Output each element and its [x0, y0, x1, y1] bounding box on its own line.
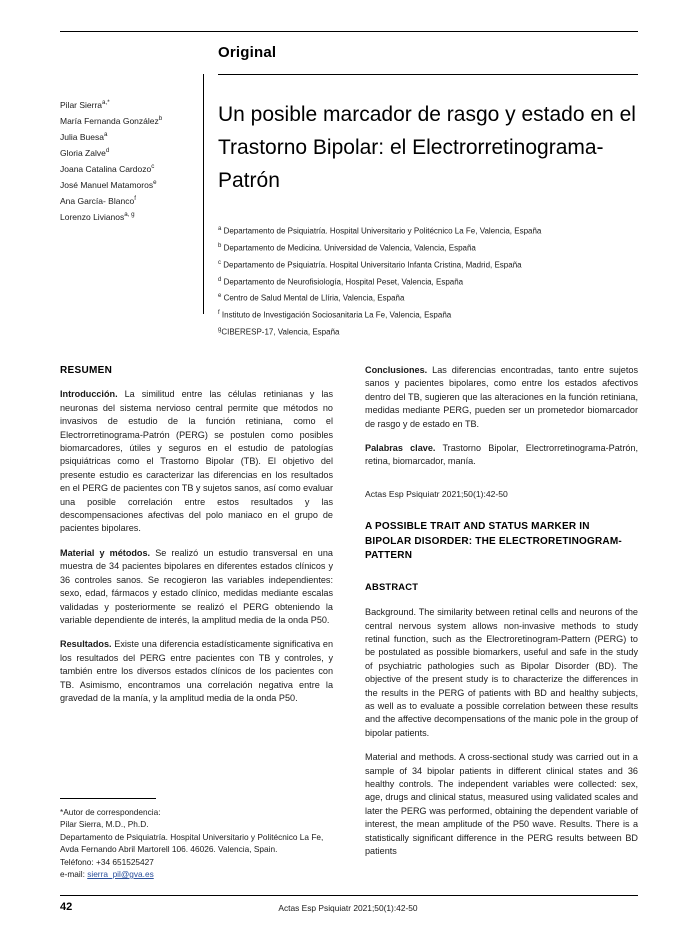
correspondence-dept: Departamento de Psiquiatría. Hospital Universitario y Politécnico La Fe, — [60, 831, 324, 842]
correspondence-label: *Autor de correspondencia: — [60, 807, 161, 817]
english-title: A POSSIBLE TRAIT AND STATUS MARKER IN BIPOLAR DISORDER: THE ELECTRORETINOGRAM-PATTERN — [365, 521, 622, 562]
article-header — [0, 0, 696, 337]
author-item: José Manuel Matamoros$^e$ — [60, 179, 157, 190]
author-item: Julia Buesa$^a$ — [60, 131, 108, 142]
author-item: Ana García- Blanco$^f$ — [60, 195, 136, 207]
correspondence-block — [60, 806, 333, 880]
resumen-palabras-clave: Palabras clave. Trastorno Bipolar, Electrorretinograma-Patrón, retina, biomarcador, manía. — [365, 443, 638, 467]
header-vertical-divider — [203, 74, 204, 314]
author-item: Lorenzo Livianos$^{a, g}$ — [60, 211, 135, 223]
correspondence-name: Pilar Sierra, M.D., Ph.D. — [60, 819, 149, 830]
affiliation-item: $^e$ Centro de Salud Mental de Llíria, Valencia, España — [218, 293, 405, 304]
affiliation-item: $^d$ Departamento de Neurofisiología, Hospital Peset, Valencia, España — [218, 276, 464, 287]
abstract-material: Material and methods. A cross-sectional study was carried out in a sample of 34 bipolar patients in different clinical states and 36 healthy controls. The independent variables were collected: sex, age, drugs and clinical status, measured using validated scales and later the PERG was performed, obtaining the dependent variable of interest, the mean amplitude of the P50 wave. Results. There is a statistically significant difference in the PERG results between BD patients — [365, 752, 638, 857]
footer-citation: Actas Esp Psiquiatr 2021;50(1):42-50 — [278, 903, 418, 913]
affiliation-list — [218, 222, 638, 340]
abstract-english-column — [365, 364, 638, 869]
resumen-resultados: Resultados. Existe una diferencia estadísticamente significativa en los resultados del PERG entre pacientes con TB y controles, y también entre los diversos estados clínicos de los pacientes con TB. Asimismo, encontramos una correlación negativa entre la gravedad de la manía, y la amplitud media de la onda P50. — [60, 639, 333, 703]
abstract-background: Background. The similarity between retinal cells and neurons of the central nervous system allows non-invasive methods to study retinal function, such as the Electroretinogram-Pattern (PERG) to be postulated as possible biomarkers, useful and safe in the study of psychiatric pathologies such as Bipolar Disorder (BD). The objective of the present study is to characterize the differences in the results in the PERG of patients with BD and healthy subjects, as well as to evaluate a possible correlation between these results and the affective decompensations of the manic pole in the group of bipolar patients. — [365, 607, 638, 738]
affiliation-item: $^a$ Departamento de Psiquiatría. Hospital Universitario y Politécnico La Fe, Valencia, España — [218, 226, 542, 236]
resumen-conclusiones: Conclusiones. Las diferencias encontradas, tanto entre sujetos sanos y pacientes bipolares, como entre los estados afectivos dentro del TB, sugieren que las alteraciones en la función retiniana, medidas mediante PERG, pueden ser un prometedor biomarcador de rasgo y de estado en TB. — [365, 365, 638, 429]
abstract-heading: ABSTRACT — [365, 580, 419, 592]
author-item: Pilar Sierra$^{a,*}$ — [60, 99, 110, 110]
author-list — [60, 96, 195, 224]
correspondence-divider — [60, 798, 156, 799]
author-item: Gloria Zalve$^d$ — [60, 147, 110, 158]
header-divider-under-type — [218, 74, 638, 75]
email-link[interactable]: sierra_pil@gva.es — [87, 869, 154, 880]
abstract-spanish-column — [60, 364, 333, 716]
footer-divider — [60, 895, 638, 896]
journal-citation: Actas Esp Psiquiatr 2021;50(1):42-50 — [365, 488, 508, 499]
correspondence-email: e-mail: sierra_pil@gva.es — [60, 869, 154, 880]
author-item: Joana Catalina Cardozo$^c$ — [60, 163, 155, 174]
resumen-introduccion: Introducción. La similitud entre las células retinianas y las neuronas del sistema nervioso central permite que métodos no invasivos de estudio de la función retiniana, como el Electrorretinograma-Patrón (PERG) se postulen como posibles biomarcadores, útiles y seguros en el estudio de patologías psiquiátricas como el Trastorno Bipolar (TB). El objetivo del presente estudio es caracterizar las diferencias en los resultados en el PERG de pacientes con TB y sujetos sanos, así como evaluar una posible correlación entre estos resultados y las descompensaciones afectivas del polo maniaco en el grupo de pacientes bipolares. — [60, 389, 333, 534]
resumen-material: Material y métodos. Se realizó un estudio transversal en una muestra de 34 pacientes bipolares en diferentes estados clínicos y 36 controles sanos. Se recogieron las variables independientes: sexo, edad, fármacos y estado clínico, medidas mediante escalas validadas y posteriormente se realizó el PERG obteniendo la variable dependiente de interés, la amplitud media de la onda P50. — [60, 547, 333, 625]
header-divider-top — [60, 31, 638, 32]
affiliation-item: $^b$ Departamento de Medicina. Universidad de Valencia, Valencia, España — [218, 242, 476, 253]
correspondence-phone: Teléfono: +34 651525427 — [60, 856, 154, 867]
page-title: Un posible marcador de rasgo y estado en el Trastorno Bipolar: el Electrorretinograma-Patrón — [218, 103, 636, 192]
affiliation-item: $^c$ Departamento de Psiquiatría. Hospital Universitario Infanta Cristina, Madrid, España — [218, 259, 522, 270]
affiliation-item: $^f$ Instituto de Investigación Sociosanitaria La Fe, Valencia, España — [218, 310, 452, 320]
affiliation-item: $^g$CIBERESP-17, Valencia, España — [218, 327, 340, 337]
resumen-heading: RESUMEN — [60, 365, 113, 376]
author-item: María Fernanda González$^b$ — [60, 115, 163, 126]
page-number: 42 — [60, 901, 73, 913]
correspondence-address: Avda Fernando Abril Martorell 106. 46026. Valencia, Spain. — [60, 844, 278, 855]
article-type-label: Original — [218, 44, 277, 61]
